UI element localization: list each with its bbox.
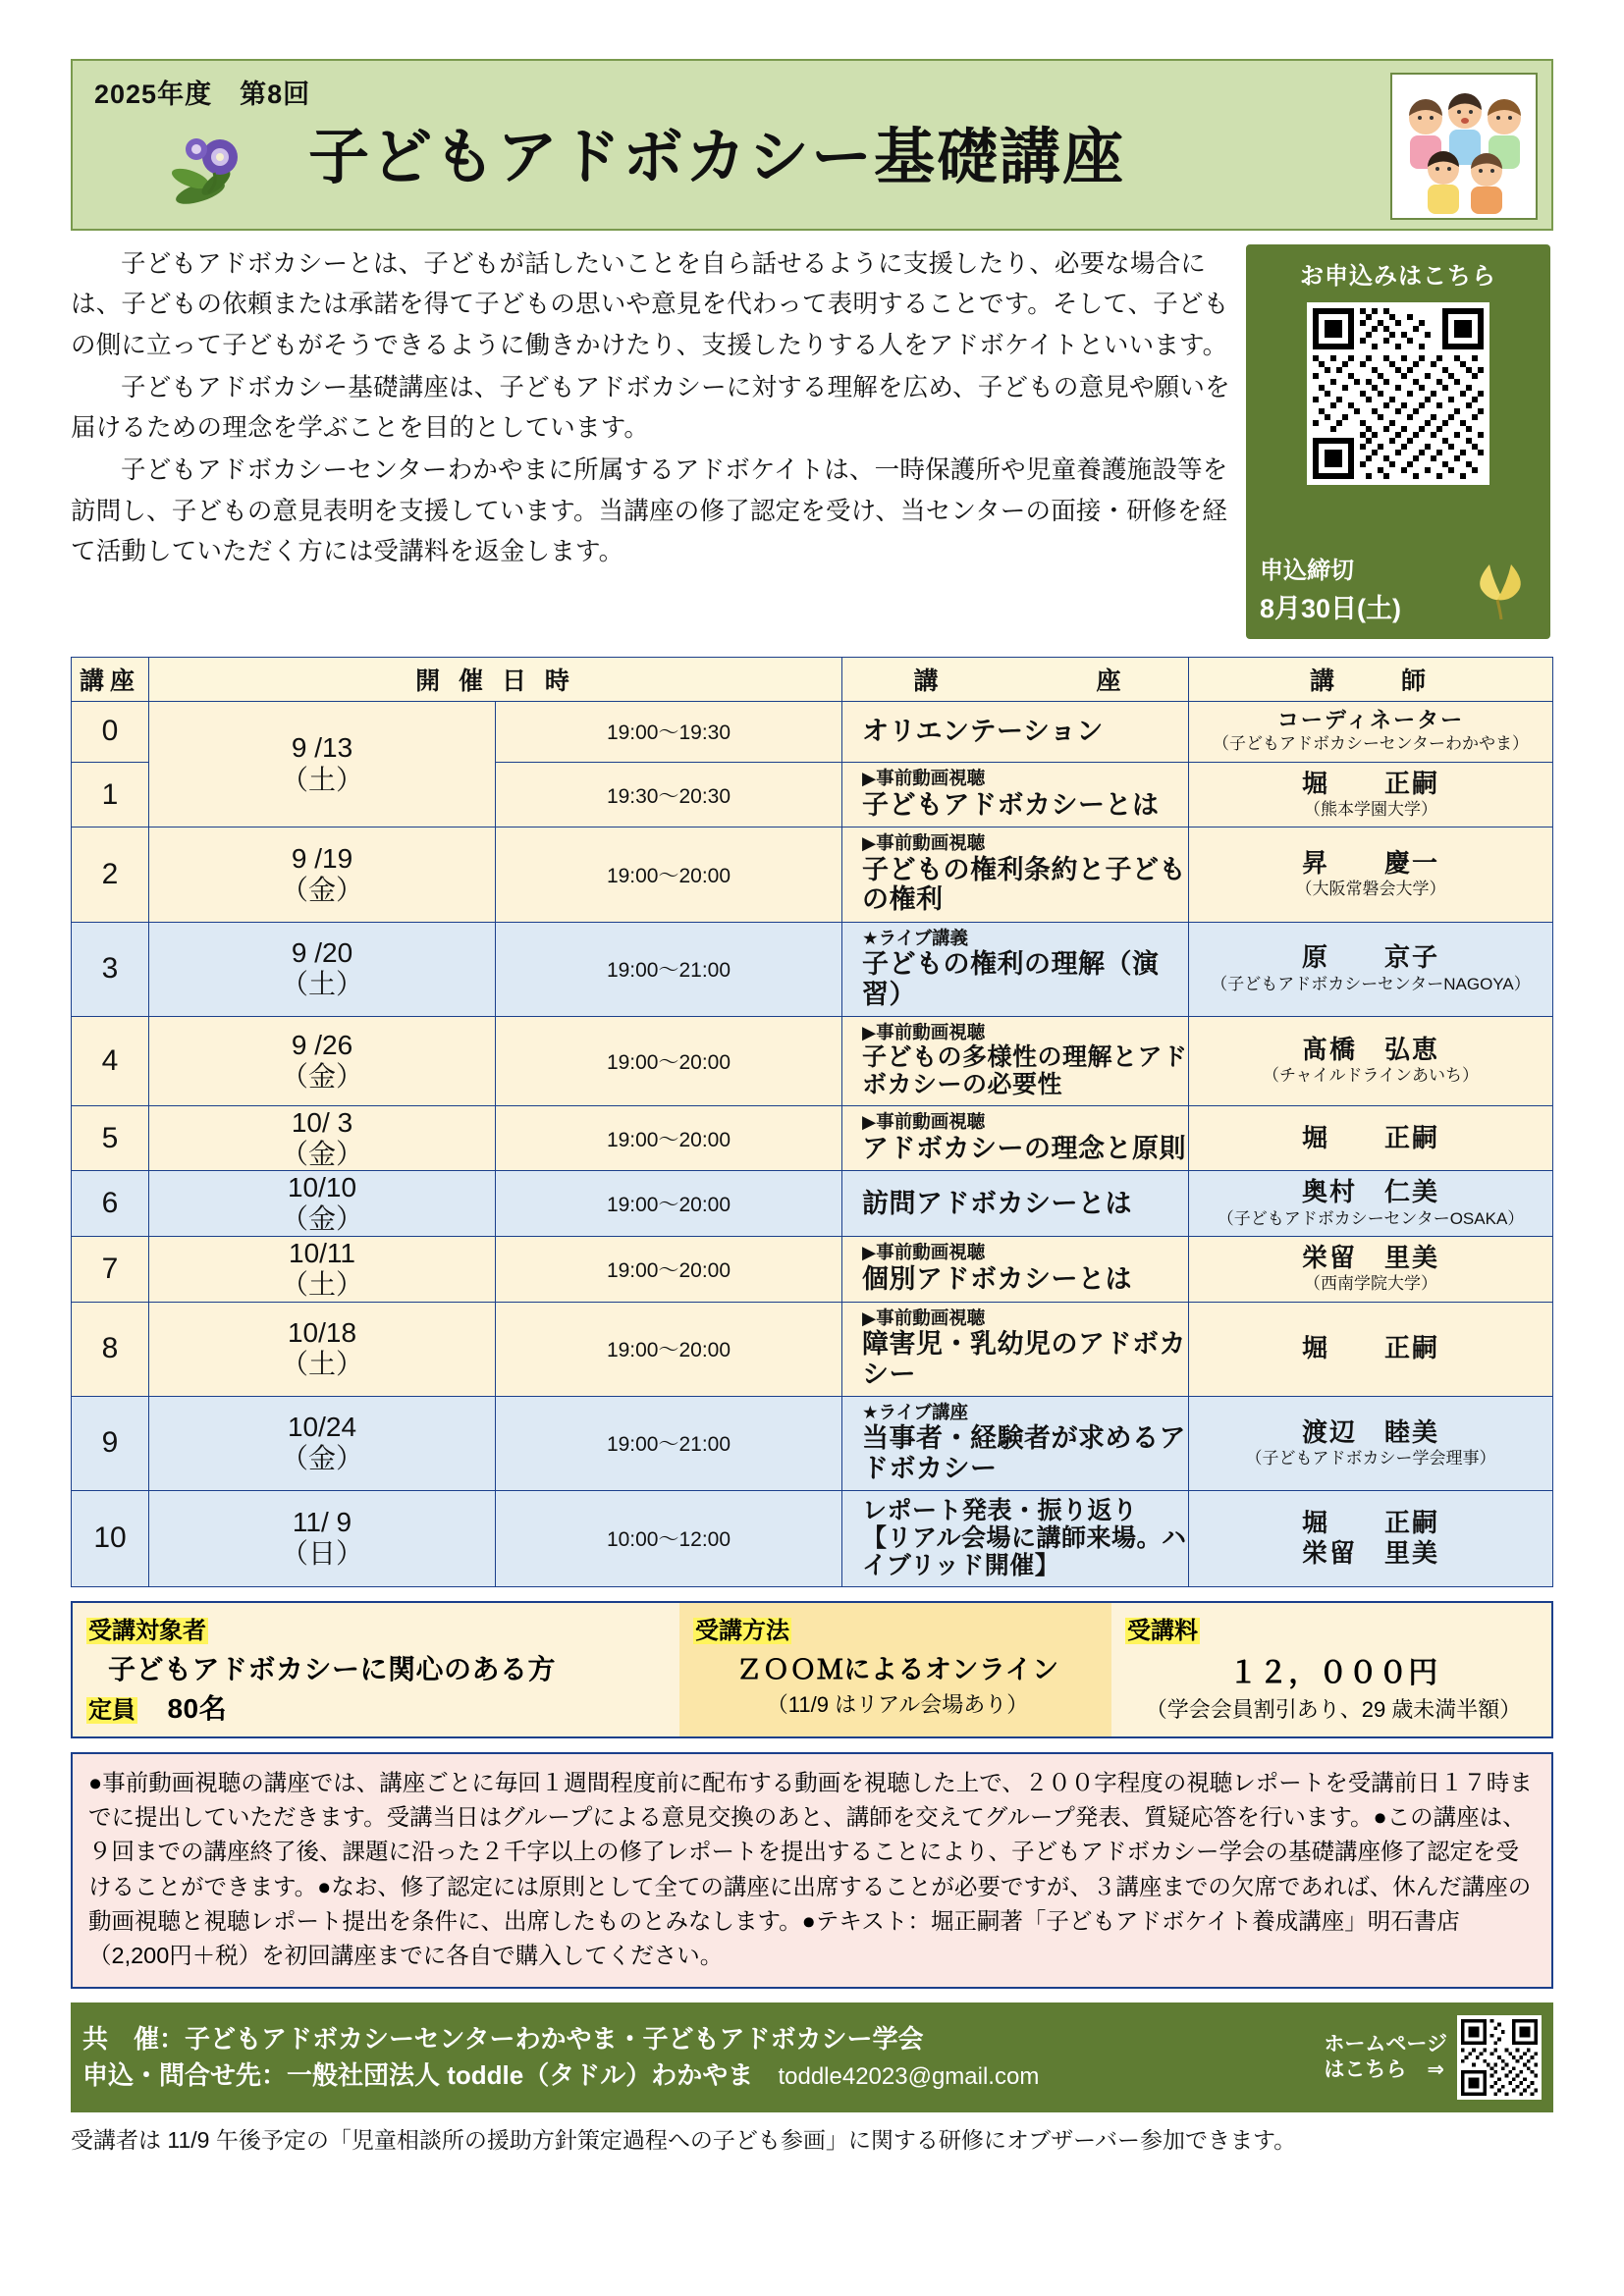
row-no: 8 bbox=[72, 1302, 149, 1396]
fee-label: 受講料 bbox=[1127, 1617, 1198, 1644]
row-course-tag: ▶事前動画視聴 bbox=[862, 1242, 986, 1263]
row-teacher bbox=[1189, 1302, 1553, 1396]
row-teacher bbox=[1189, 1016, 1553, 1106]
homepage-qr-code[interactable] bbox=[1457, 2015, 1542, 2100]
row-course-name: アドボカシーの理念と原則 bbox=[862, 1134, 1186, 1164]
row-date-dow: （土） bbox=[280, 1349, 363, 1380]
deadline-block bbox=[1260, 551, 1401, 625]
intro-text bbox=[71, 244, 1234, 639]
row-course-tag: ★ライブ講義 bbox=[862, 927, 968, 948]
row-teacher-affiliation: （西南学院大学） bbox=[1304, 1274, 1437, 1294]
row-time: 19:00～20:00 bbox=[496, 1171, 842, 1237]
row-no: 6 bbox=[72, 1171, 149, 1237]
row-no: 0 bbox=[72, 702, 149, 763]
row-teacher-affiliation: （チャイルドラインあいち） bbox=[1263, 1066, 1479, 1086]
row-course-name: 当事者・経験者が求めるアドボカシー bbox=[862, 1423, 1186, 1483]
row-date-value: 10/18 bbox=[287, 1316, 357, 1348]
row-time: 19:00～20:00 bbox=[496, 1236, 842, 1302]
deadline-date: 8月30日(土) bbox=[1260, 594, 1402, 623]
table-row bbox=[72, 1106, 1553, 1171]
row-teacher-name: 堀 正嗣 bbox=[1301, 1333, 1439, 1363]
row-time: 19:00～20:00 bbox=[496, 828, 842, 922]
row-teacher-name: コーディネーター bbox=[1276, 708, 1465, 732]
header-course: 講 座 bbox=[842, 658, 1189, 702]
row-course-name: 訪問アドボカシーとは bbox=[862, 1189, 1132, 1219]
application-title: お申込みはこちら bbox=[1300, 263, 1496, 290]
fee-column bbox=[1111, 1603, 1551, 1736]
row-course bbox=[842, 1236, 1189, 1302]
table-row bbox=[72, 1236, 1553, 1302]
row-course bbox=[842, 922, 1189, 1016]
row-teacher bbox=[1189, 828, 1553, 922]
target-value: 子どもアドボカシーに関心のある方 bbox=[108, 1653, 557, 1684]
row-course-tag: ▶事前動画視聴 bbox=[862, 1307, 986, 1328]
children-illustration bbox=[1390, 73, 1538, 220]
morning-glory-icon bbox=[171, 132, 259, 210]
row-course-tag: ▶事前動画視聴 bbox=[862, 768, 986, 789]
row-teacher bbox=[1189, 1236, 1553, 1302]
row-course bbox=[842, 1171, 1189, 1237]
fee-value: １２，０００円 bbox=[1228, 1656, 1438, 1689]
row-course-name: オリエンテーション bbox=[862, 716, 1104, 746]
table-header-row bbox=[72, 658, 1553, 702]
row-no: 3 bbox=[72, 922, 149, 1016]
row-teacher-name: 栄留 里美 bbox=[1301, 1242, 1439, 1272]
row-course-tag: ▶事前動画視聴 bbox=[862, 1111, 986, 1133]
target-column bbox=[73, 1603, 679, 1736]
homepage-block bbox=[1324, 2015, 1542, 2100]
target-label: 受講対象者 bbox=[88, 1617, 206, 1644]
row-teacher bbox=[1189, 762, 1553, 828]
row-no: 4 bbox=[72, 1016, 149, 1106]
table-row bbox=[72, 1396, 1553, 1490]
row-date-value: 10/10 bbox=[287, 1172, 357, 1202]
row-teacher bbox=[1189, 922, 1553, 1016]
row-date-dow: （土） bbox=[280, 1268, 363, 1300]
row-date bbox=[149, 702, 496, 828]
table-row bbox=[72, 1016, 1553, 1106]
row-teacher bbox=[1189, 702, 1553, 763]
row-teacher bbox=[1189, 1106, 1553, 1171]
row-teacher-affiliation: （子どもアドボカシーセンターOSAKA） bbox=[1217, 1208, 1525, 1228]
footer-email[interactable]: toddle42023@gmail.com bbox=[778, 2063, 1040, 2091]
row-course-title: レポート発表・振り返り bbox=[862, 1496, 1138, 1524]
footer-contact bbox=[82, 2021, 1324, 2095]
row-date bbox=[149, 922, 496, 1016]
row-date bbox=[149, 1396, 496, 1490]
row-date-dow: （金） bbox=[280, 1203, 363, 1235]
row-date bbox=[149, 1302, 496, 1396]
row-date-dow: （金） bbox=[280, 1061, 363, 1093]
row-teacher bbox=[1189, 1171, 1553, 1237]
row-course bbox=[842, 762, 1189, 828]
table-row bbox=[72, 1490, 1553, 1586]
table-row bbox=[72, 1171, 1553, 1237]
row-teacher-name: 堀 正嗣 bbox=[1301, 1122, 1439, 1152]
row-teacher-affiliation: （熊本学園大学） bbox=[1304, 799, 1437, 819]
row-teacher-name: 奥村 仁美 bbox=[1301, 1177, 1439, 1207]
intro-section bbox=[71, 244, 1553, 639]
row-date-value: 9 /26 bbox=[291, 1029, 353, 1060]
fee-sub: （学会会員割引あり、29 歳未満半額） bbox=[1145, 1696, 1522, 1722]
row-teacher-affiliation: （子どもアドボカシーセンターわかやま） bbox=[1213, 734, 1529, 754]
row-date-value: 11/ 9 bbox=[292, 1507, 352, 1538]
row-time: 19:00～21:00 bbox=[496, 1396, 842, 1490]
row-date bbox=[149, 1106, 496, 1171]
row-date-value: 10/11 bbox=[289, 1237, 355, 1268]
ginkgo-leaf-icon bbox=[1468, 555, 1533, 623]
row-course-tag: ▶事前動画視聴 bbox=[862, 1021, 986, 1042]
flyer-header bbox=[71, 59, 1553, 231]
homepage-label-line-2: はこちら ⇒ bbox=[1324, 2058, 1445, 2082]
row-course-name: 子どもの権利の理解（演習） bbox=[862, 949, 1160, 1009]
row-course-name: 子どもアドボカシーとは bbox=[862, 789, 1160, 820]
row-course-tag: ▶事前動画視聴 bbox=[862, 832, 986, 854]
header-datetime: 開 催 日 時 bbox=[149, 658, 842, 702]
row-date bbox=[149, 1171, 496, 1237]
row-teacher-name: 堀 正嗣 bbox=[1301, 768, 1439, 798]
application-qr-code[interactable] bbox=[1307, 302, 1489, 485]
row-course bbox=[842, 1302, 1189, 1396]
row-teacher-affiliation: （大阪常磐会大学） bbox=[1295, 880, 1446, 899]
row-time: 19:30～20:30 bbox=[496, 762, 842, 828]
schedule-table bbox=[71, 657, 1553, 1587]
header-teacher: 講 師 bbox=[1189, 658, 1553, 702]
row-time: 19:00～19:30 bbox=[496, 702, 842, 763]
row-course-tag: ★ライブ講座 bbox=[862, 1401, 968, 1422]
method-value: ＺＯＯＭによるオンライン bbox=[735, 1654, 1059, 1684]
table-row bbox=[72, 1302, 1553, 1396]
footer-bar bbox=[71, 2002, 1553, 2112]
table-row bbox=[72, 922, 1553, 1016]
row-date-dow: （金） bbox=[280, 874, 363, 905]
capacity-label: 定員 bbox=[88, 1696, 135, 1724]
row-teacher-name: 原 京子 bbox=[1301, 942, 1439, 973]
intro-paragraph-3: 子どもアドボカシーセンターわかやまに所属するアドボケイトは、一時保護所や児童養護施設等を訪問し、子どもの意見表明を支援しています。当講座の修了認定を受け、当センターの面接・研修を経て活動していただく方には受講料を返金します。 bbox=[71, 456, 1228, 566]
row-teacher bbox=[1189, 1490, 1553, 1586]
row-date-dow: （日） bbox=[280, 1538, 363, 1570]
row-no: 5 bbox=[72, 1106, 149, 1171]
row-date bbox=[149, 1016, 496, 1106]
table-row bbox=[72, 702, 1553, 763]
row-date-value: 9 /13 bbox=[291, 732, 353, 764]
info-strip bbox=[71, 1601, 1553, 1738]
row-date bbox=[149, 828, 496, 922]
row-date-dow: （土） bbox=[280, 764, 363, 795]
row-date-value: 9 /20 bbox=[291, 936, 353, 968]
row-course-name: 【リアル会場に講師来場。ハイブリッド開催】 bbox=[862, 1523, 1187, 1579]
homepage-label-line-1: ホームページ bbox=[1324, 2033, 1447, 2056]
row-date-value: 9 /19 bbox=[291, 842, 353, 874]
method-sub: （11/9 はリアル会場あり） bbox=[766, 1691, 1029, 1717]
page-year: 2025年度 第8回 bbox=[94, 80, 311, 109]
table-row bbox=[72, 828, 1553, 922]
row-time: 19:00～20:00 bbox=[496, 1302, 842, 1396]
bottom-note: 受講者は 11/9 午後予定の「児童相談所の援助方針策定過程への子ども参画」に関する研修にオブザーバー参加できます。 bbox=[71, 2127, 1297, 2154]
row-course bbox=[842, 702, 1189, 763]
row-date-dow: （金） bbox=[280, 1138, 363, 1169]
row-course bbox=[842, 1396, 1189, 1490]
row-date-dow: （土） bbox=[280, 969, 363, 1000]
row-time: 10:00～12:00 bbox=[496, 1490, 842, 1586]
row-time: 19:00～20:00 bbox=[496, 1016, 842, 1106]
row-course bbox=[842, 1490, 1189, 1586]
capacity-value: 80名 bbox=[167, 1692, 228, 1724]
footer-line-2: 申込・問合せ先：一般社団法人 toddle（タドル）わかやま bbox=[82, 2060, 754, 2091]
row-no: 1 bbox=[72, 762, 149, 828]
row-teacher-name: 昇 慶一 bbox=[1301, 848, 1439, 879]
row-teacher bbox=[1189, 1396, 1553, 1490]
row-no: 10 bbox=[72, 1490, 149, 1586]
row-teacher-affiliation: （子どもアドボカシー学会理事） bbox=[1245, 1448, 1496, 1468]
row-teacher-name: 髙橋 弘恵 bbox=[1301, 1035, 1439, 1065]
method-label: 受講方法 bbox=[695, 1617, 789, 1644]
header-no: 講座 bbox=[72, 658, 149, 702]
flyer-content bbox=[71, 59, 1553, 2155]
row-time: 19:00～21:00 bbox=[496, 922, 842, 1016]
row-teacher-affiliation: （子どもアドボカシーセンターNAGOYA） bbox=[1211, 974, 1531, 993]
row-course bbox=[842, 1016, 1189, 1106]
row-no: 9 bbox=[72, 1396, 149, 1490]
row-teacher-name: 渡辺 睦美 bbox=[1301, 1416, 1439, 1447]
homepage-label bbox=[1324, 2032, 1447, 2084]
row-teacher-name: 堀 正嗣 bbox=[1301, 1507, 1439, 1537]
row-date-value: 10/ 3 bbox=[291, 1106, 353, 1138]
row-date bbox=[149, 1236, 496, 1302]
notes-box: ●事前動画視聴の講座では、講座ごとに毎回１週間程度前に配布する動画を視聴した上で、２００字程度の視聴レポートを受講前日１７時までに提出していただきます。受講当日はグループによる意見交換のあと、講師を交えてグループ発表、質疑応答を行います。●この講座は、９回までの講座終了後、課題に沿った２千字以上の修了レポートを提出することにより、子どもアドボカシー学会の基礎講座修了認定を受けることができます。●なお、修了認定には原則として全ての講座に出席することが必要ですが、３講座までの欠席であれば、休んだ講座の動画視聴と視聴レポート提出を条件に、出席したものとみなします。●テキスト：堀正嗣著「子どもアドボケイト養成講座」明石書店（2,200円＋税）を初回講座までに各自で購入してください。 bbox=[71, 1752, 1553, 1990]
method-column bbox=[679, 1603, 1111, 1736]
row-course-name: 子どもの多様性の理解とアドボカシーの必要性 bbox=[862, 1043, 1188, 1099]
row-time: 19:00～20:00 bbox=[496, 1106, 842, 1171]
row-course-name: 子どもの権利条約と子どもの権利 bbox=[862, 855, 1186, 915]
intro-paragraph-2: 子どもアドボカシー基礎講座は、子どもアドボカシーに対する理解を広め、子どもの意見や願いを届けるための理念を学ぶことを目的としています。 bbox=[71, 373, 1230, 443]
row-course-name: 障害児・乳幼児のアドボカシー bbox=[862, 1329, 1186, 1389]
row-course bbox=[842, 1106, 1189, 1171]
page-title: 子どもアドボカシー基礎講座 bbox=[308, 124, 1126, 191]
row-course bbox=[842, 828, 1189, 922]
row-no: 2 bbox=[72, 828, 149, 922]
row-teacher-name-2: 栄留 里美 bbox=[1301, 1537, 1439, 1568]
intro-paragraph-1: 子どもアドボカシーとは、子どもが話したいことを自ら話せるように支援したり、必要な場合には、子どもの依頼または承諾を得て子どもの思いや意見を代わって表明することです。そして、子どもの側に立って子どもがそうできるように働きかけたり、支援したりする人をアドボケイトといいます。 bbox=[71, 250, 1229, 359]
row-date-dow: （金） bbox=[280, 1443, 363, 1474]
deadline-label: 申込締切 bbox=[1260, 558, 1354, 584]
row-date-value: 10/24 bbox=[287, 1412, 357, 1443]
row-no: 7 bbox=[72, 1236, 149, 1302]
application-box bbox=[1246, 244, 1550, 639]
row-course-name: 個別アドボカシーとは bbox=[862, 1264, 1132, 1295]
row-date bbox=[149, 1490, 496, 1586]
footer-line-1: 共 催：子どもアドボカシーセンターわかやま・子どもアドボカシー学会 bbox=[82, 2023, 924, 2054]
